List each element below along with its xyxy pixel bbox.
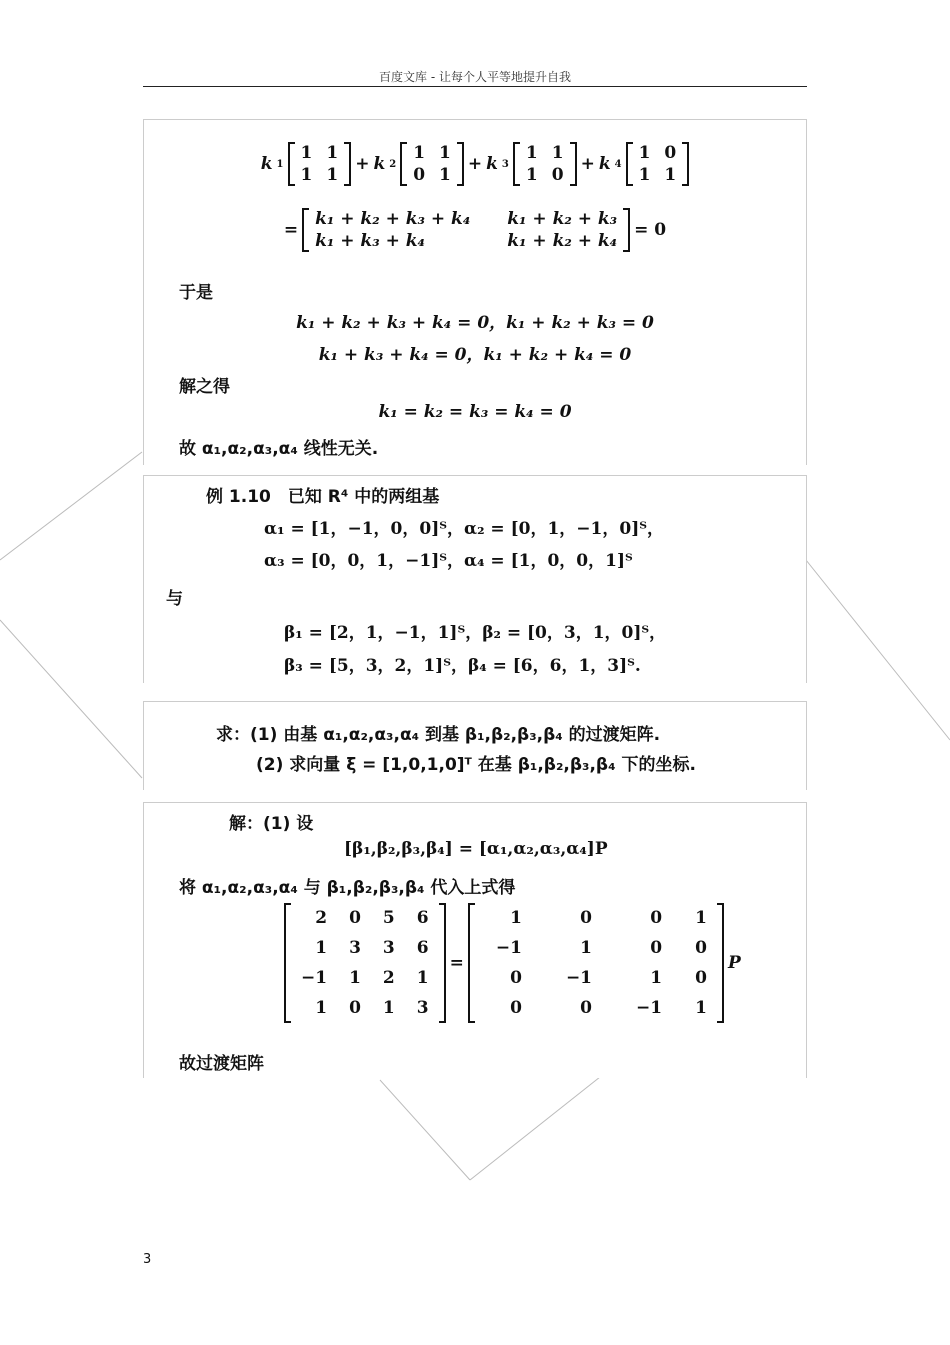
conclusion-independent: 故 α₁,α₂,α₃,α₄ 线性无关. [179,439,379,459]
scan-block-4 [143,802,807,1078]
matrix-combination: k 1 1 1 1 1 + k 2 1 1 0 1 + k 3 1 1 1 0 + k 4 1 0 1 1 [144,142,806,186]
scan-block-2 [143,475,807,683]
matrix-2: 1 1 0 1 [400,142,464,186]
matrix-1: 1 1 1 1 [288,142,352,186]
beta-1-2: β₁ = [2，1，−1，1]ᵀ，β₂ = [0，3，1，0]ᵀ， [284,623,667,643]
matrix-4: 1 0 1 1 [626,142,690,186]
matrix-equation [284,903,741,1023]
coef-k1: k [260,154,273,174]
substitute-text: 将 α₁,α₂,α₃,α₄ 与 β₁,β₂,β₃,β₄ 代入上式得 [179,878,516,898]
sum-matrix: k₁ + k₂ + k₃ + k₄ k₁ + k₂ + k₃ k₁ + k₃ + k₄ k₁ + k₂ + k₄ [302,208,630,252]
equals-sign: = [449,953,464,973]
text-jiezhide: 解之得 [179,377,230,397]
solution: k₁ = k₂ = k₃ = k₄ = 0 [378,402,572,422]
equals-zero: = 0 [634,220,667,240]
solution-head: 解：(1) 设 [229,814,314,834]
text-yushi: 于是 [179,283,213,303]
beta-3-4: β₃ = [5，3，2，1]ᵀ，β₄ = [6，6，1，3]ᵀ. [284,656,641,676]
example-title: 例 1.10 已知 R⁴ 中的两组基 [206,487,440,507]
header-divider [143,86,807,87]
matrix-P: P [727,953,741,973]
question-2: (2) 求向量 ξ = [1,0,1,0]ᵀ 在基 β₁,β₂,β₃,β₄ 下的坐标. [256,755,696,775]
sum-matrix-row: = k₁ + k₂ + k₃ + k₄ k₁ + k₂ + k₃ k₁ + k₃ + k₄ k₁ + k₂ + k₄ = 0 [283,209,667,251]
scan-block-1 [143,119,807,465]
equation-P: [β₁,β₂,β₃,β₄] = [α₁,α₂,α₃,α₄]P [344,839,608,859]
scan-block-3 [143,701,807,790]
page-number: 3 [143,1252,152,1267]
equation-2: k₁ + k₃ + k₄ = 0，k₁ + k₂ + k₄ = 0 [318,345,632,365]
question-1: 求：(1) 由基 α₁,α₂,α₃,α₄ 到基 β₁,β₂,β₃,β₄ 的过渡矩阵. [216,725,661,745]
equation-1: k₁ + k₂ + k₃ + k₄ = 0，k₁ + k₂ + k₃ = 0 [296,313,654,333]
transition-matrix-text: 故过渡矩阵 [179,1054,264,1074]
beta-matrix: 2 0 5 6 1 3 3 6 −1 1 2 1 1 0 1 3 [284,903,446,1023]
coef-k2: k [373,154,386,174]
alpha-3-4: α₃ = [0，0，1，−1]ᵀ，α₄ = [1，0，0，1]ᵀ [264,551,633,571]
alpha-1-2: α₁ = [1，−1，0，0]ᵀ，α₂ = [0，1，−1，0]ᵀ， [264,519,664,539]
page-header: 百度文库 - 让每个人平等地提升自我 [379,70,571,84]
coef-k4: k [598,154,611,174]
alpha-matrix: 1 0 0 1 −1 1 0 0 0 −1 1 0 0 0 −1 1 [468,903,724,1023]
coef-k3: k [486,154,498,174]
matrix-3: 1 1 1 0 [513,142,577,186]
text-yu: 与 [166,589,183,609]
